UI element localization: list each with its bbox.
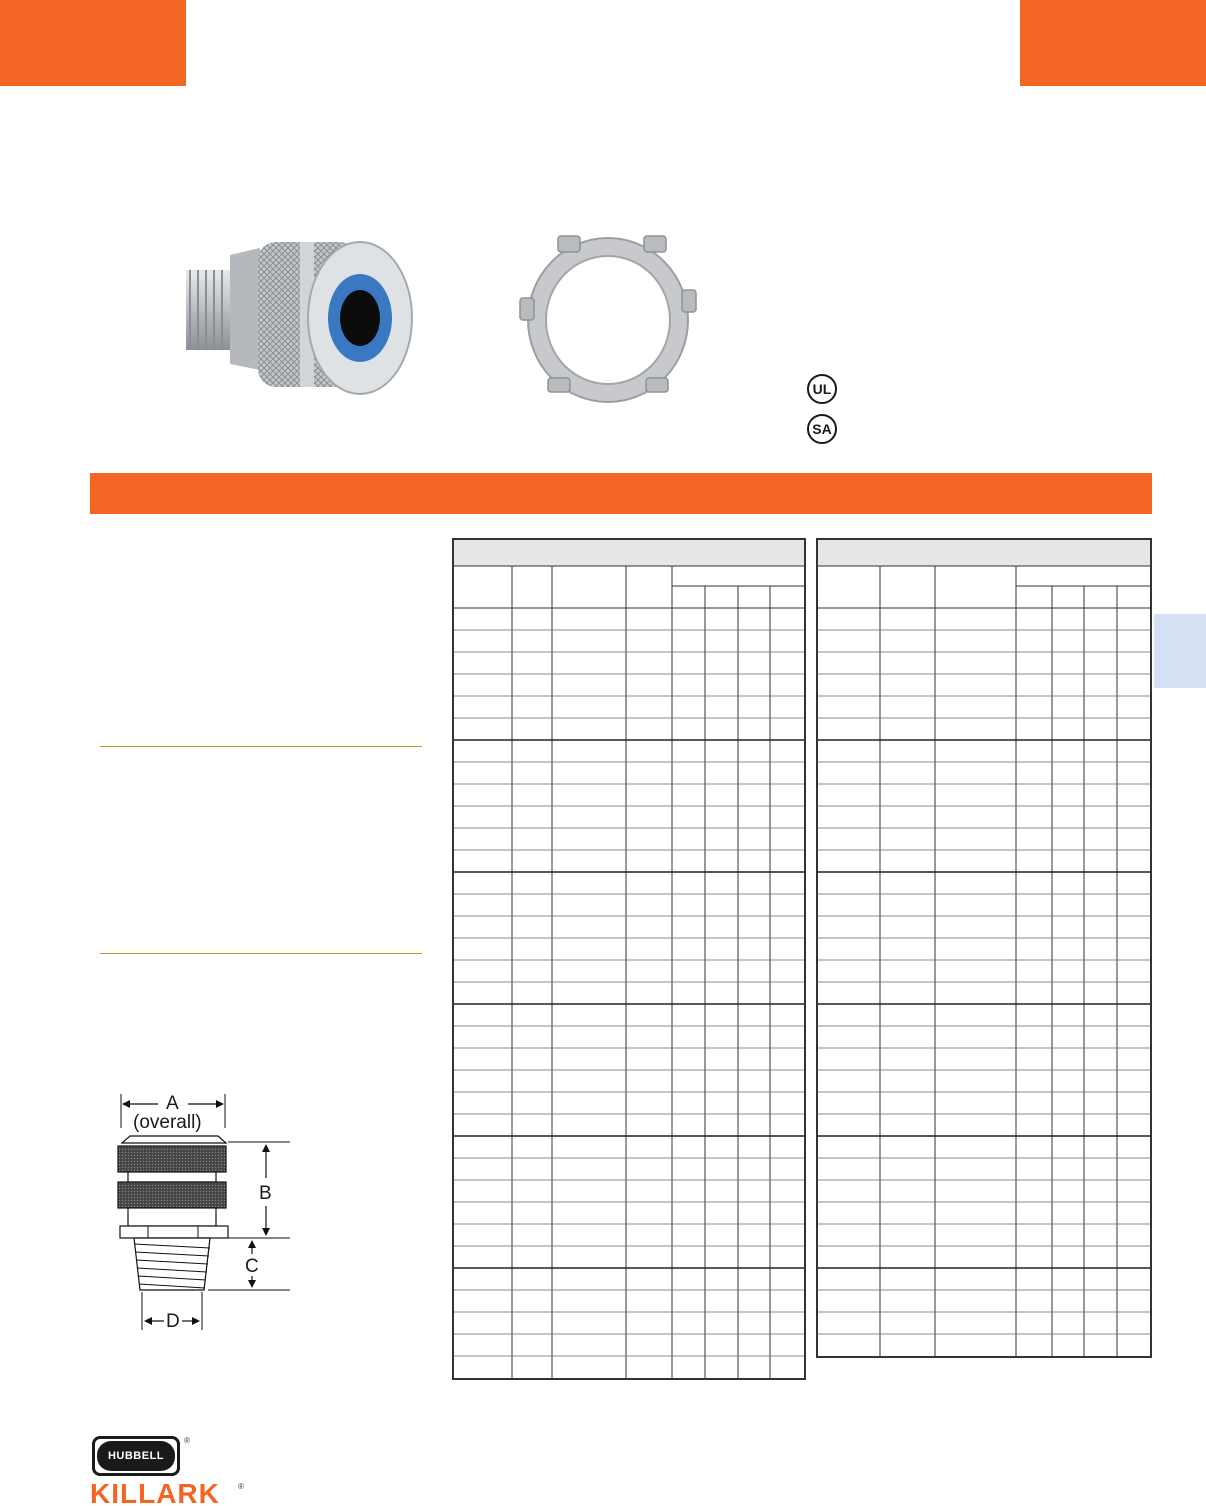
hubbell-logo <box>92 1436 180 1476</box>
section-header-band <box>90 473 1152 514</box>
dimension-label-b: B <box>259 1183 272 1204</box>
section-index-tab <box>1154 614 1206 688</box>
divider-rule-2 <box>100 953 422 954</box>
spec-table-left <box>452 538 806 1380</box>
dimension-label-c: C <box>245 1256 259 1277</box>
dimension-label-d: D <box>166 1311 180 1332</box>
hubbell-logo-text: HUBBELL <box>97 1441 175 1471</box>
spec-table-right <box>816 538 1152 1358</box>
hubbell-reg-mark: ® <box>184 1436 190 1445</box>
header-tab-left <box>0 0 186 86</box>
cord-connector-photo <box>180 230 420 405</box>
csa-certified-icon: SA <box>807 414 837 444</box>
killark-logo: KILLARK <box>90 1478 220 1506</box>
header-tab-right <box>1020 0 1206 86</box>
dimension-label-a-note: (overall) <box>133 1112 202 1133</box>
divider-rule-1 <box>100 746 422 747</box>
locknut-photo <box>518 228 698 408</box>
killark-reg-mark: ® <box>238 1482 244 1491</box>
dimension-label-a: A <box>166 1093 179 1114</box>
ul-listed-icon: UL <box>807 374 837 404</box>
